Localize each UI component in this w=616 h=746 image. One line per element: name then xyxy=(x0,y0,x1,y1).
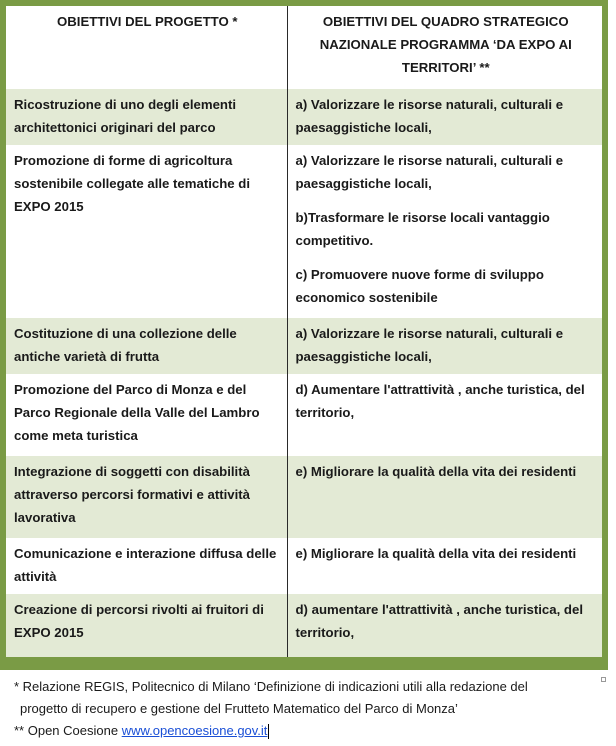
project-objective-cell: Promozione di forme di agricoltura sostenibile collegate alle tematiche di EXPO 2015 xyxy=(6,145,287,318)
strategic-objective-cell xyxy=(287,318,602,374)
strategic-objective-cell xyxy=(287,145,602,318)
project-objective-cell: Costituzione di una collezione delle antiche varietà di frutta xyxy=(6,318,287,374)
strategic-objective: d) aumentare l'attrattività , anche turistica, del territorio, xyxy=(295,602,583,640)
footnotes xyxy=(14,676,604,742)
project-objective-cell: Creazione di percorsi rivolti ai fruitori di EXPO 2015 xyxy=(6,594,287,657)
project-objective-cell: Promozione del Parco di Monza e del Parco Regionale della Valle del Lambro come meta turistica xyxy=(6,374,287,456)
table-row xyxy=(6,89,602,145)
table-row xyxy=(6,318,602,374)
footnote-1-line-2: progetto di recupero e gestione del Frutteto Matematico del Parco di Monza’ xyxy=(20,701,458,716)
table-row xyxy=(6,145,602,318)
strategic-objective-cell xyxy=(287,89,602,145)
strategic-objective-cell xyxy=(287,374,602,456)
strategic-objective-cell xyxy=(287,594,602,657)
table-row xyxy=(6,594,602,657)
opencoesione-link[interactable]: www.opencoesione.gov.it xyxy=(121,723,268,738)
strategic-objective-cell xyxy=(287,538,602,594)
strategic-objective: e) Migliorare la qualità della vita dei residenti xyxy=(295,464,577,479)
strategic-objective: b)Trasformare le risorse locali vantaggio competitivo. xyxy=(295,210,550,248)
strategic-objective: e) Migliorare la qualità della vita dei residenti xyxy=(295,546,577,561)
table-header-row xyxy=(6,6,602,89)
strategic-objective-cell xyxy=(287,456,602,538)
project-objective-cell: Ricostruzione di uno degli elementi architettonici originari del parco xyxy=(6,89,287,145)
strategic-objective: c) Promuovere nuove forme di sviluppo economico sostenibile xyxy=(295,267,544,305)
strategic-objective: a) Valorizzare le risorse naturali, culturali e paesaggistiche locali, xyxy=(295,153,564,191)
header-line-2: NAZIONALE PROGRAMMA ‘DA EXPO AI xyxy=(319,37,572,52)
project-objective-cell: Comunicazione e interazione diffusa delle attività xyxy=(6,538,287,594)
objectives-table xyxy=(6,6,602,657)
footnote-2-label: ** Open Coesione xyxy=(14,723,122,738)
header-line-1: OBIETTIVI DEL QUADRO STRATEGICO xyxy=(322,14,569,29)
project-objective-cell: Integrazione di soggetti con disabilità attraverso percorsi formativi e attività lavorativa xyxy=(6,456,287,538)
header-strategic-objectives xyxy=(287,6,602,89)
table-row xyxy=(6,374,602,456)
table-row xyxy=(6,538,602,594)
strategic-objective: d) Aumentare l'attrattività , anche turistica, del territorio, xyxy=(295,382,585,420)
text-cursor xyxy=(268,724,269,739)
header-project-objectives: OBIETTIVI DEL PROGETTO * xyxy=(6,6,287,89)
header-line-3: TERRITORI’ ** xyxy=(401,60,490,75)
table-row xyxy=(6,456,602,538)
strategic-objective: a) Valorizzare le risorse naturali, culturali e paesaggistiche locali, xyxy=(295,326,564,364)
strategic-objective: a) Valorizzare le risorse naturali, culturali e paesaggistiche locali, xyxy=(295,97,564,135)
footnote-2 xyxy=(14,720,604,742)
footnote-1-line-1: * Relazione REGIS, Politecnico di Milano ‘Definizione di indicazioni utili alla redazione del xyxy=(14,679,528,694)
